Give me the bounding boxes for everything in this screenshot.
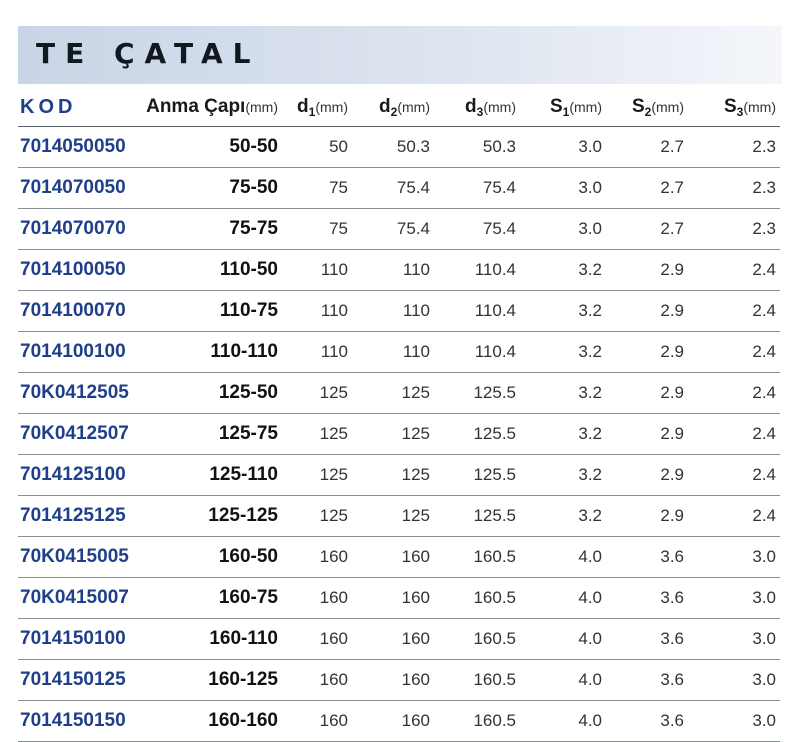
- cell-kod: 70K0412505: [18, 373, 130, 414]
- cell-s3: 2.4: [688, 250, 780, 291]
- cell-anma: 125-125: [130, 496, 282, 537]
- cell-s3: 2.4: [688, 414, 780, 455]
- cell-anma: 110-75: [130, 291, 282, 332]
- cell-kod: 7014070050: [18, 168, 130, 209]
- cell-d3: 125.5: [434, 496, 520, 537]
- cell-d1: 160: [282, 578, 352, 619]
- header-anma-unit: (mm): [245, 99, 278, 115]
- cell-s3: 3.0: [688, 619, 780, 660]
- header-d1: [282, 88, 352, 127]
- cell-d2: 110: [352, 291, 434, 332]
- cell-s2: 2.9: [606, 291, 688, 332]
- cell-s3: 3.0: [688, 578, 780, 619]
- cell-d1: 75: [282, 209, 352, 250]
- cell-s2: 3.6: [606, 619, 688, 660]
- page-title: TE ÇATAL: [36, 37, 261, 70]
- cell-d2: 160: [352, 660, 434, 701]
- cell-s2: 2.7: [606, 127, 688, 168]
- table-row: [18, 496, 780, 537]
- table-row: [18, 127, 780, 168]
- header-s2-unit: (mm): [651, 98, 684, 115]
- cell-s1: 4.0: [520, 701, 606, 742]
- cell-kod: 7014150100: [18, 619, 130, 660]
- cell-s1: 3.2: [520, 291, 606, 332]
- header-s1-unit: (mm): [569, 98, 602, 115]
- cell-s1: 3.0: [520, 209, 606, 250]
- cell-s2: 3.6: [606, 537, 688, 578]
- header-s1-sub: 1: [562, 104, 570, 119]
- table-row: [18, 619, 780, 660]
- cell-d3: 160.5: [434, 660, 520, 701]
- cell-s2: 2.9: [606, 332, 688, 373]
- cell-s3: 2.4: [688, 332, 780, 373]
- cell-s2: 3.6: [606, 578, 688, 619]
- table-body: [18, 127, 780, 742]
- cell-s3: 2.3: [688, 209, 780, 250]
- cell-s3: 2.4: [688, 496, 780, 537]
- cell-anma: 125-75: [130, 414, 282, 455]
- cell-s2: 2.9: [606, 414, 688, 455]
- header-d1-base: d: [297, 95, 309, 117]
- cell-d1: 125: [282, 373, 352, 414]
- cell-s1: 4.0: [520, 578, 606, 619]
- cell-anma: 50-50: [130, 127, 282, 168]
- header-d3-unit: (mm): [483, 98, 516, 115]
- header-anma: [130, 88, 282, 127]
- cell-anma: 110-50: [130, 250, 282, 291]
- cell-kod: 70K0415005: [18, 537, 130, 578]
- cell-anma: 75-50: [130, 168, 282, 209]
- header-d2: [352, 88, 434, 127]
- cell-s1: 3.2: [520, 250, 606, 291]
- cell-kod: 7014070070: [18, 209, 130, 250]
- cell-s2: 2.9: [606, 250, 688, 291]
- cell-s3: 2.3: [688, 168, 780, 209]
- cell-d1: 110: [282, 332, 352, 373]
- cell-d1: 125: [282, 496, 352, 537]
- table-row: [18, 455, 780, 496]
- cell-anma: 125-110: [130, 455, 282, 496]
- cell-s1: 3.2: [520, 373, 606, 414]
- header-d1-unit: (mm): [315, 98, 348, 115]
- header-d3-sub: 3: [476, 104, 484, 119]
- cell-s3: 2.4: [688, 455, 780, 496]
- cell-d3: 75.4: [434, 168, 520, 209]
- cell-d2: 160: [352, 701, 434, 742]
- cell-kod: 7014150150: [18, 701, 130, 742]
- cell-d2: 125: [352, 414, 434, 455]
- table-header: [18, 88, 780, 127]
- cell-kod: 7014125125: [18, 496, 130, 537]
- cell-kod: 7014150125: [18, 660, 130, 701]
- table-row: [18, 168, 780, 209]
- header-s1: [520, 88, 606, 127]
- cell-d2: 160: [352, 578, 434, 619]
- cell-d3: 160.5: [434, 578, 520, 619]
- cell-anma: 160-110: [130, 619, 282, 660]
- table-row: [18, 578, 780, 619]
- cell-d3: 125.5: [434, 373, 520, 414]
- cell-anma: 160-160: [130, 701, 282, 742]
- cell-d1: 125: [282, 455, 352, 496]
- cell-d1: 160: [282, 701, 352, 742]
- cell-kod: 70K0415007: [18, 578, 130, 619]
- cell-d2: 160: [352, 537, 434, 578]
- table-row: [18, 701, 780, 742]
- cell-kod: 7014050050: [18, 127, 130, 168]
- table-row: [18, 332, 780, 373]
- cell-d3: 160.5: [434, 537, 520, 578]
- header-d2-unit: (mm): [397, 98, 430, 115]
- cell-s2: 3.6: [606, 660, 688, 701]
- header-s3-base: S: [723, 95, 737, 117]
- cell-d3: 110.4: [434, 291, 520, 332]
- cell-d1: 160: [282, 660, 352, 701]
- title-bar: [18, 26, 782, 84]
- cell-kod: 70K0412507: [18, 414, 130, 455]
- table-row: [18, 373, 780, 414]
- cell-s1: 3.2: [520, 496, 606, 537]
- cell-s1: 3.0: [520, 127, 606, 168]
- cell-d2: 125: [352, 373, 434, 414]
- cell-d1: 50: [282, 127, 352, 168]
- cell-s2: 2.9: [606, 496, 688, 537]
- cell-d3: 110.4: [434, 250, 520, 291]
- cell-s1: 3.2: [520, 455, 606, 496]
- cell-d1: 75: [282, 168, 352, 209]
- header-s2: [606, 88, 688, 127]
- cell-d2: 110: [352, 250, 434, 291]
- header-s2-sub: 2: [644, 104, 652, 119]
- cell-kod: 7014100100: [18, 332, 130, 373]
- cell-d1: 125: [282, 414, 352, 455]
- cell-s1: 3.2: [520, 414, 606, 455]
- cell-d2: 160: [352, 619, 434, 660]
- cell-s1: 3.0: [520, 168, 606, 209]
- cell-anma: 160-125: [130, 660, 282, 701]
- cell-d2: 50.3: [352, 127, 434, 168]
- header-s2-base: S: [631, 95, 645, 117]
- cell-d3: 50.3: [434, 127, 520, 168]
- header-d3-base: d: [465, 95, 477, 117]
- cell-s1: 4.0: [520, 660, 606, 701]
- cell-s2: 2.9: [606, 373, 688, 414]
- cell-s3: 2.4: [688, 373, 780, 414]
- cell-d1: 160: [282, 619, 352, 660]
- header-row: [18, 88, 780, 127]
- cell-s1: 4.0: [520, 537, 606, 578]
- cell-d3: 75.4: [434, 209, 520, 250]
- cell-anma: 75-75: [130, 209, 282, 250]
- header-d2-base: d: [379, 95, 391, 117]
- cell-d3: 125.5: [434, 414, 520, 455]
- header-d2-sub: 2: [390, 104, 398, 119]
- cell-d2: 75.4: [352, 168, 434, 209]
- table-row: [18, 209, 780, 250]
- cell-d1: 110: [282, 250, 352, 291]
- cell-s3: 3.0: [688, 660, 780, 701]
- header-s1-base: S: [549, 95, 563, 117]
- cell-s2: 2.7: [606, 168, 688, 209]
- cell-anma: 160-50: [130, 537, 282, 578]
- cell-s3: 3.0: [688, 537, 780, 578]
- table-row: [18, 291, 780, 332]
- cell-d2: 125: [352, 455, 434, 496]
- cell-s1: 3.2: [520, 332, 606, 373]
- table-row: [18, 414, 780, 455]
- cell-s3: 2.4: [688, 291, 780, 332]
- cell-s2: 2.9: [606, 455, 688, 496]
- cell-d1: 160: [282, 537, 352, 578]
- cell-d3: 110.4: [434, 332, 520, 373]
- cell-kod: 7014100070: [18, 291, 130, 332]
- header-s3-sub: 3: [736, 104, 744, 119]
- cell-kod: 7014100050: [18, 250, 130, 291]
- cell-s3: 2.3: [688, 127, 780, 168]
- header-s3-unit: (mm): [743, 98, 776, 115]
- header-d3: [434, 88, 520, 127]
- header-s3: [688, 88, 780, 127]
- cell-d2: 125: [352, 496, 434, 537]
- cell-anma: 125-50: [130, 373, 282, 414]
- cell-d2: 75.4: [352, 209, 434, 250]
- cell-d1: 110: [282, 291, 352, 332]
- cell-d2: 110: [352, 332, 434, 373]
- cell-d3: 160.5: [434, 619, 520, 660]
- cell-kod: 7014125100: [18, 455, 130, 496]
- table-row: [18, 537, 780, 578]
- table-row: [18, 660, 780, 701]
- header-kod: KOD: [18, 88, 130, 127]
- cell-s3: 3.0: [688, 701, 780, 742]
- cell-d3: 160.5: [434, 701, 520, 742]
- cell-anma: 110-110: [130, 332, 282, 373]
- table-row: [18, 250, 780, 291]
- cell-s2: 3.6: [606, 701, 688, 742]
- cell-anma: 160-75: [130, 578, 282, 619]
- product-table: [18, 88, 780, 742]
- cell-d3: 125.5: [434, 455, 520, 496]
- header-d1-sub: 1: [308, 104, 316, 119]
- cell-s2: 2.7: [606, 209, 688, 250]
- header-anma-label: Anma Çapı: [146, 96, 246, 117]
- cell-s1: 4.0: [520, 619, 606, 660]
